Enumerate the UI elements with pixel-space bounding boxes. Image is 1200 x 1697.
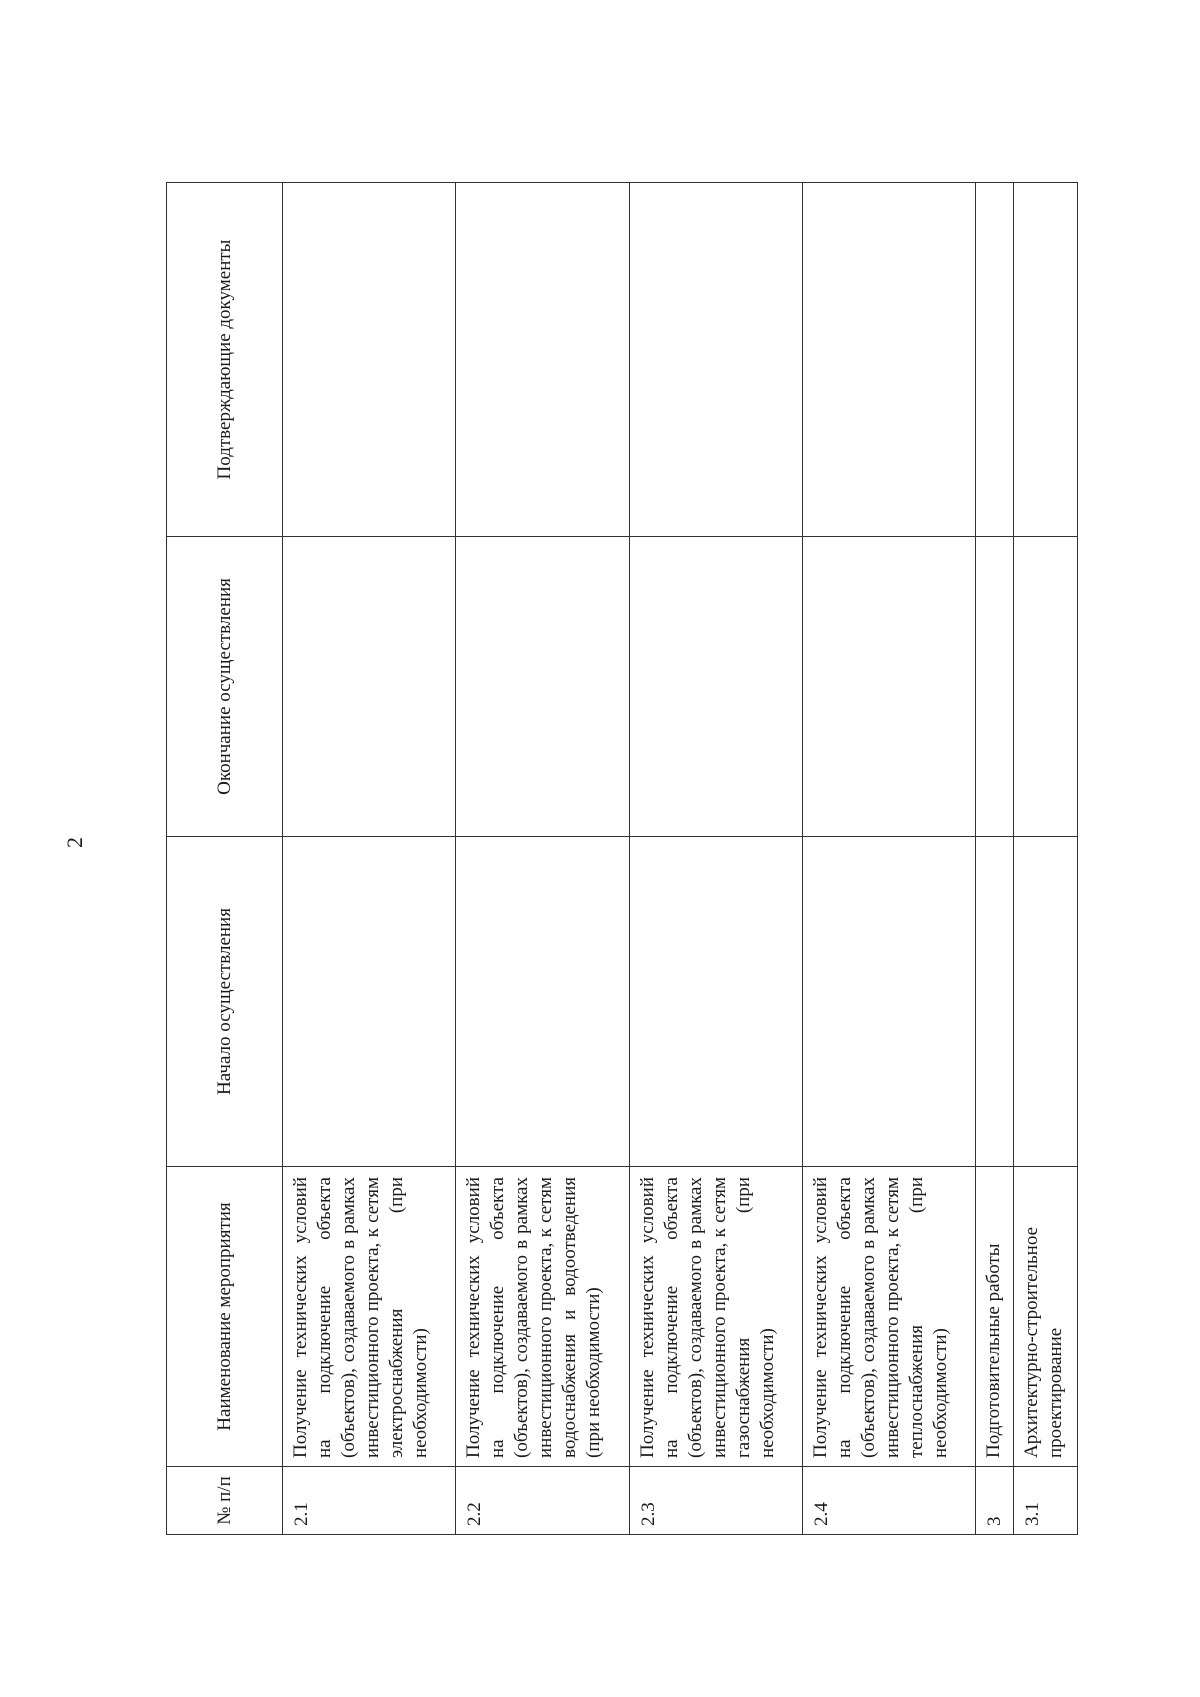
row-start: [456, 837, 629, 1167]
schedule-table: [166, 182, 1078, 1535]
row-number: 3.1: [1013, 1467, 1077, 1535]
row-number: 2.2: [456, 1467, 629, 1535]
table-row: [1013, 183, 1077, 1535]
row-start: [802, 837, 975, 1167]
row-event-name: Архитектурно-строительное проектирование: [1013, 1167, 1077, 1467]
row-event-name: Получение технических условий на подключение объекта (объектов), создаваемого в рамках инвестиционного проекта, к сетям теплоснабжения (при необходимости): [802, 1167, 975, 1467]
table-row: [456, 183, 629, 1535]
row-documents: [629, 183, 802, 537]
row-start: [1013, 837, 1077, 1167]
row-number: 2.1: [283, 1467, 456, 1535]
page-number: 2: [62, 837, 87, 848]
row-start: [976, 837, 1014, 1167]
row-end: [1013, 537, 1077, 837]
row-number: 2.4: [802, 1467, 975, 1535]
row-event-name: Получение технических условий на подключение объекта (объектов), создаваемого в рамках инвестиционного проекта, к сетям электроснабжения (при необходимости): [283, 1167, 456, 1467]
row-documents: [802, 183, 975, 537]
row-end: [802, 537, 975, 837]
row-number: 3: [976, 1467, 1014, 1535]
row-event-name: Получение технических условий на подключение объекта (объектов), создаваемого в рамках инвестиционного проекта, к сетям водоснабжения и водоотведения (при необходимости): [456, 1167, 629, 1467]
table-row: [629, 183, 802, 1535]
header-end: Окончание осуществления: [167, 537, 283, 837]
table-row: [976, 183, 1014, 1535]
table-row: [283, 183, 456, 1535]
row-event-name: Получение технических условий на подключение объекта (объектов), создаваемого в рамках инвестиционного проекта, к сетям газоснабжения (при необходимости): [629, 1167, 802, 1467]
row-start: [629, 837, 802, 1167]
header-start: Начало осуществления: [167, 837, 283, 1167]
row-end: [976, 537, 1014, 837]
row-end: [283, 537, 456, 837]
schedule-table-container: [166, 183, 1078, 1535]
table-row: [802, 183, 975, 1535]
row-event-name: Подготовительные работы: [976, 1167, 1014, 1467]
table-header-row: [167, 183, 283, 1535]
header-event-name: Наименование мероприятия: [167, 1167, 283, 1467]
row-start: [283, 837, 456, 1167]
row-documents: [1013, 183, 1077, 537]
row-end: [456, 537, 629, 837]
row-documents: [283, 183, 456, 537]
row-documents: [456, 183, 629, 537]
header-documents: Подтверждающие документы: [167, 183, 283, 537]
row-documents: [976, 183, 1014, 537]
row-number: 2.3: [629, 1467, 802, 1535]
row-end: [629, 537, 802, 837]
header-number: № п/п: [167, 1467, 283, 1535]
